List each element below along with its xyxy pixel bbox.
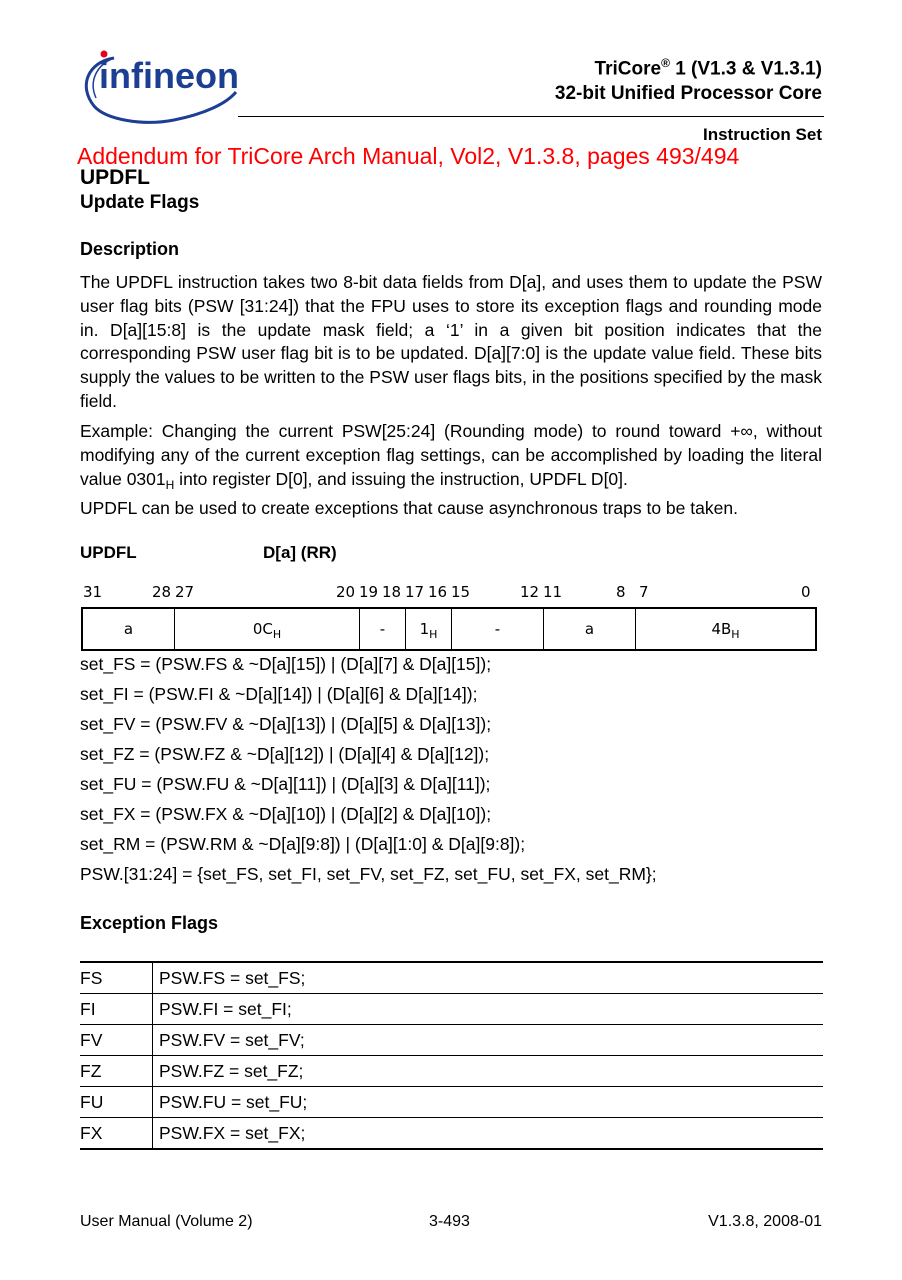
flag-value-cell: PSW.FZ = set_FZ; — [153, 1056, 824, 1087]
operation-line: set_FZ = (PSW.FZ & ~D[a][12]) | (D[a][4] & D[a][12]); — [80, 744, 490, 764]
operation-line: set_FU = (PSW.FU & ~D[a][11]) | (D[a][3] & D[a][11]); — [80, 774, 491, 794]
flag-value-cell: PSW.FV = set_FV; — [153, 1025, 824, 1056]
operation-line: set_RM = (PSW.RM & ~D[a][9:8]) | (D[a][1:0] & D[a][9:8]); — [80, 834, 526, 854]
logo-wordmark: infineon — [99, 55, 239, 96]
flag-value-cell: PSW.FU = set_FU; — [153, 1087, 824, 1118]
exception-flags-table — [80, 961, 823, 1150]
operation-line: set_FS = (PSW.FS & ~D[a][15]) | (D[a][7] & D[a][15]); — [80, 654, 492, 674]
encoding-diagram — [81, 607, 817, 651]
description-heading: Description — [80, 239, 180, 259]
flag-cell: FS — [80, 962, 153, 994]
exception-flags-heading: Exception Flags — [80, 913, 219, 933]
flag-cell: FX — [80, 1118, 153, 1150]
bit-number: 12 — [520, 583, 540, 601]
encoding-field: $0C_H$ — [175, 609, 360, 649]
format-mnemonic: UPDFL — [80, 543, 137, 562]
operation-line: set_FX = (PSW.FX & ~D[a][10]) | (D[a][2] & D[a][10]); — [80, 804, 492, 824]
operation-line: PSW.[31:24] = {set_FS, set_FI, set_FV, set_FZ, set_FU, set_FX, set_RM}; — [80, 864, 657, 884]
table-row — [80, 962, 823, 994]
table-row — [80, 1118, 823, 1150]
header-rule — [238, 116, 824, 117]
flag-cell: FV — [80, 1025, 153, 1056]
footer-version: V1.3.8, 2008-01 — [708, 1213, 822, 1230]
flag-value-cell: PSW.FI = set_FI; — [153, 994, 824, 1025]
encoding-field: a — [83, 609, 175, 649]
encoding-field: a — [544, 609, 636, 649]
bit-number: 17 — [405, 583, 425, 601]
operation-line: set_FI = (PSW.FI & ~D[a][14]) | (D[a][6] & D[a][14]); — [80, 684, 478, 704]
encoding-field: $4B_H$ — [711, 620, 740, 641]
addendum-note: Addendum for TriCore Arch Manual, Vol2, V1.3.8, pages 493/494 — [77, 143, 740, 169]
table-row — [80, 1025, 823, 1056]
flag-value-cell: PSW.FS = set_FS; — [153, 962, 824, 994]
footer-manual-title: User Manual (Volume 2) — [80, 1213, 253, 1230]
bit-number: 16 — [428, 583, 448, 601]
instruction-mnemonic: UPDFL — [80, 166, 150, 189]
bit-number: 8 — [616, 583, 626, 601]
header-section: Instruction Set — [702, 125, 822, 144]
format-operand: D[a] (RR) — [263, 543, 337, 562]
bit-number: 18 — [382, 583, 402, 601]
bit-number: 28 — [152, 583, 172, 601]
bit-number: 15 — [451, 583, 471, 601]
bit-number: 27 — [175, 583, 195, 601]
encoding-field: $1_H$ — [406, 609, 452, 649]
bit-number: 7 — [639, 583, 649, 601]
instruction-name: Update Flags — [80, 192, 200, 213]
encoding-field: - — [360, 609, 406, 649]
flag-cell: FU — [80, 1087, 153, 1118]
flag-cell: FI — [80, 994, 153, 1025]
description-paragraph-3: UPDFL can be used to create exceptions that cause asynchronous traps to be taken. — [80, 498, 738, 518]
bit-number: 31 — [83, 583, 103, 601]
header-subtitle: 32-bit Unified Processor Core — [554, 83, 822, 104]
table-row — [80, 1087, 823, 1118]
description-paragraph-1: The UPDFL instruction takes two 8-bit data fields from D[a], and uses them to update the PSW user flag bits (PSW [31:24]) that the FPU uses to store its exception flags and rounding mode in. D[a][15:8] is the update mask field; a ‘1’ in a given bit position indicates that the corresponding PSW user flag bit is to be updated. D[a][7:0] is the update value field. These bits supply the values to be written to the PSW user flags bits, in the positions specified by the mask field. — [80, 272, 822, 411]
bit-number: 0 — [801, 583, 811, 601]
operation-line: set_FV = (PSW.FV & ~D[a][13]) | (D[a][5] & D[a][13]); — [80, 714, 492, 734]
bit-number: 19 — [359, 583, 379, 601]
flag-cell: FZ — [80, 1056, 153, 1087]
footer-page-number: 3-493 — [429, 1213, 470, 1230]
bit-number: 11 — [543, 583, 563, 601]
bit-number: 20 — [336, 583, 356, 601]
description-paragraph-2: Example: Changing the current PSW[25:24] (Rounding mode) to round toward +∞, without modifying any of the current exception flag settings, can be accomplished by loading the literal value $0301_H$ into register D[0], and issuing the instruction, UPDFL D[0]. — [80, 421, 822, 492]
header-product: TriCore® 1 (V1.3 & V1.3.1) — [594, 56, 822, 80]
encoding-field: - — [452, 609, 544, 649]
infineon-logo — [74, 46, 240, 124]
table-row — [80, 994, 823, 1025]
flag-value-cell: PSW.FX = set_FX; — [153, 1118, 824, 1150]
table-row — [80, 1056, 823, 1087]
